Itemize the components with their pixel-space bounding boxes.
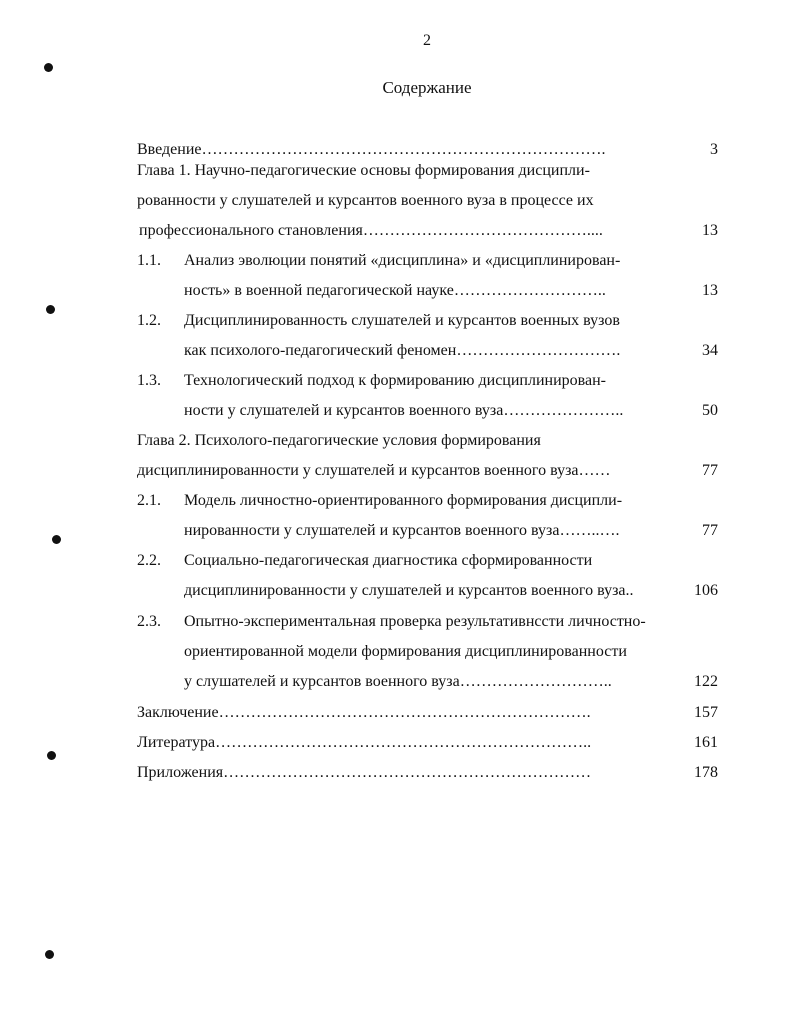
- toc-section-1-3-line-1: Технологический подход к формированию дисциплинирован-: [184, 372, 606, 389]
- toc-page-chapter-1: 13: [702, 222, 718, 239]
- toc-page-section-1-3: 50: [702, 402, 718, 419]
- toc-chapter-1-line-3: профессионального становления……………………………………....: [139, 222, 603, 239]
- toc-entry-conclusion: Заключение…………………………………………………………….: [137, 704, 591, 721]
- toc-section-number: 2.3.: [137, 613, 161, 630]
- toc-section-2-3-line-2: ориентированной модели формирования дисциплинированности: [184, 643, 627, 660]
- binding-hole-mark: [44, 63, 53, 72]
- toc-page-chapter-2: 77: [702, 462, 718, 479]
- binding-hole-mark: [46, 305, 55, 314]
- toc-page-conclusion: 157: [694, 704, 718, 721]
- toc-page-intro: 3: [710, 141, 718, 158]
- toc-chapter-1-line-1: Глава 1. Научно-педагогические основы формирования дисципли-: [137, 162, 590, 179]
- toc-page-section-2-1: 77: [702, 522, 718, 539]
- toc-section-2-2-line-2: дисциплинированности у слушателей и курсантов военного вуза..: [184, 582, 634, 599]
- toc-page-section-2-2: 106: [694, 582, 718, 599]
- toc-section-2-3-line-3: у слушателей и курсантов военного вуза………………………..: [184, 673, 612, 690]
- toc-page-section-1-1: 13: [702, 282, 718, 299]
- toc-entry-intro: Введение………………………………………………………………….: [137, 141, 606, 158]
- binding-hole-mark: [52, 535, 61, 544]
- toc-section-number: 1.2.: [137, 312, 161, 329]
- toc-page-section-2-3: 122: [694, 673, 718, 690]
- toc-section-number: 2.1.: [137, 492, 161, 509]
- toc-entry-appendices: Приложения……………………………………………………………: [137, 764, 592, 781]
- toc-section-number: 2.2.: [137, 552, 161, 569]
- toc-section-2-3-line-1: Опытно-экспериментальная проверка результативнсcти личностно-: [184, 613, 646, 630]
- toc-page-literature: 161: [694, 734, 718, 751]
- toc-section-2-2-line-1: Социально-педагогическая диагностика сформированности: [184, 552, 593, 569]
- toc-entry-literature: Литература……………………………………………………………..: [137, 734, 592, 751]
- toc-chapter-1-line-2: рованности у слушателей и курсантов военного вуза в процессе их: [137, 192, 594, 209]
- toc-section-1-2-line-2: как психолого-педагогический феномен………………………….: [184, 342, 621, 359]
- toc-chapter-2-line-2: дисциплинированности у слушателей и курсантов военного вуза……: [137, 462, 611, 479]
- toc-section-1-2-line-1: Дисциплинированность слушателей и курсантов военных вузов: [184, 312, 620, 329]
- toc-chapter-2-line-1: Глава 2. Психолого-педагогические условия формирования: [137, 432, 541, 449]
- toc-section-number: 1.1.: [137, 252, 161, 269]
- toc-page-section-1-2: 34: [702, 342, 718, 359]
- toc-page-appendices: 178: [694, 764, 718, 781]
- toc-section-2-1-line-1: Модель личностно-ориентированного формирования дисципли-: [184, 492, 623, 509]
- page-title: Содержание: [382, 78, 472, 97]
- toc-section-2-1-line-2: нированности у слушателей и курсантов военного вуза……..….: [184, 522, 620, 539]
- toc-section-1-1-line-1: Анализ эволюции понятий «дисциплина» и «дисциплинирован-: [184, 252, 621, 269]
- binding-hole-mark: [45, 950, 54, 959]
- page-number: 2: [423, 32, 431, 49]
- toc-section-number: 1.3.: [137, 372, 161, 389]
- toc-section-1-3-line-2: ности у слушателей и курсантов военного вуза…………………..: [184, 402, 624, 419]
- toc-section-1-1-line-2: ность» в военной педагогической науке………………………..: [184, 282, 606, 299]
- binding-hole-mark: [47, 751, 56, 760]
